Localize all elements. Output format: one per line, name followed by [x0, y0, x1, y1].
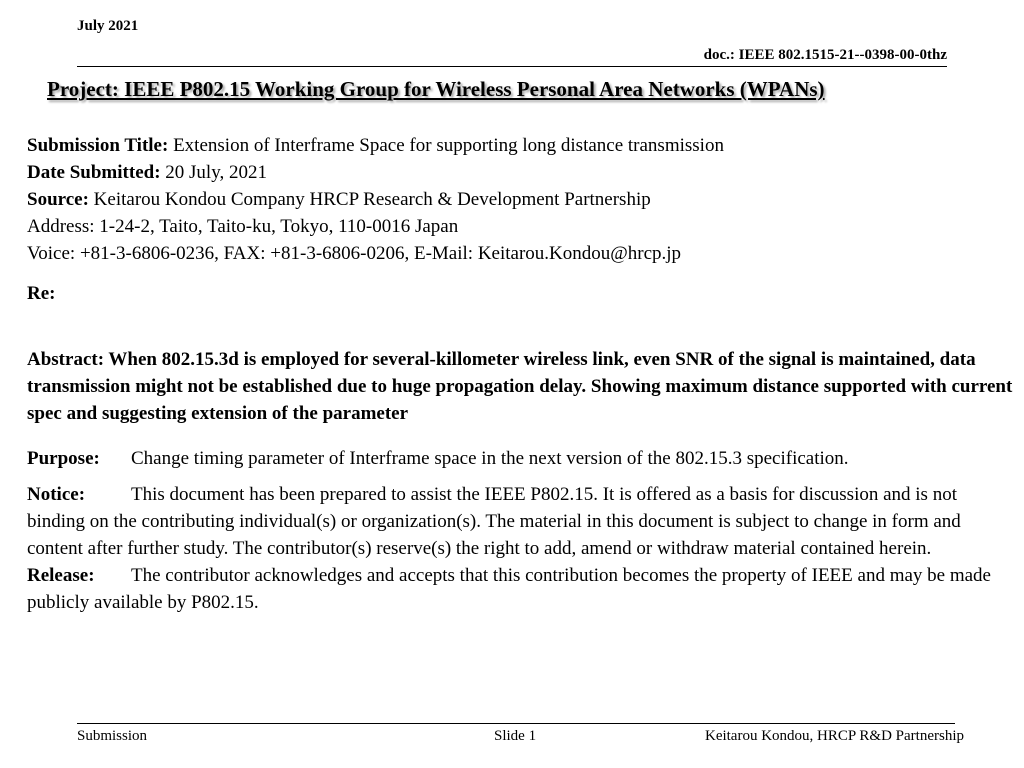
source-row	[27, 186, 1017, 213]
footer-submission: Submission	[77, 728, 148, 744]
date-submitted-value: 20 July, 2021	[165, 162, 267, 183]
footer-slide-number: Slide 1	[494, 728, 537, 744]
purpose-label: Purpose:	[27, 448, 100, 469]
submission-title-label: Submission Title:	[27, 135, 169, 156]
submission-metadata	[27, 132, 1017, 267]
header-date: July 2021	[77, 18, 139, 34]
notice-paragraph	[27, 481, 1017, 562]
release-text: The contributor acknowledges and accepts that this contribution becomes the property of IEEE and may be made publicly available by P802.15.	[27, 565, 991, 613]
footer-divider	[77, 723, 955, 724]
project-title: Project: IEEE P802.15 Working Group for Wireless Personal Area Networks (WPANs)	[47, 77, 825, 101]
footer-author: Keitarou Kondou, HRCP R&D Partnership	[704, 728, 964, 744]
submission-title-row	[27, 132, 1017, 159]
abstract-text: Abstract: When 802.15.3d is employed for several-killometer wireless link, even SNR of the signal is maintained, data transmission might not be established due to huge propagation delay. Showing maximum distance supported with current spec and suggesting extension of the parameter	[27, 349, 1013, 424]
contact-row: Voice: +81-3-6806-0236, FAX: +81-3-6806-0206, E-Mail: Keitarou.Kondou@hrcp.jp	[27, 243, 682, 264]
source-label: Source:	[27, 189, 89, 210]
address-row: Address: 1-24-2, Taito, Taito-ku, Tokyo, 110-0016 Japan	[27, 216, 459, 237]
document-id: doc.: IEEE 802.1515-21--0398-00-0thz	[703, 47, 947, 63]
release-paragraph	[27, 562, 1017, 616]
notice-text: This document has been prepared to assist the IEEE P802.15. It is offered as a basis for discussion and is not binding on the contributing individual(s) or organization(s). The material in this document is subject to change in form and content after further study. The contributor(s) reserve(s) the right to add, amend or withdraw material contained herein.	[27, 484, 961, 559]
re-label: Re:	[27, 283, 56, 304]
notice-section	[27, 481, 1017, 616]
submission-title-value: Extension of Interframe Space for supporting long distance transmission	[173, 135, 724, 156]
release-label: Release:	[27, 565, 95, 586]
header-divider	[77, 66, 947, 67]
date-submitted-label: Date Submitted:	[27, 162, 161, 183]
notice-label: Notice:	[27, 484, 86, 505]
source-value: Keitarou Kondou Company HRCP Research & Development Partnership	[93, 189, 651, 210]
purpose-section	[27, 445, 1017, 472]
date-submitted-row	[27, 159, 1017, 186]
purpose-text: Change timing parameter of Interframe space in the next version of the 802.15.3 specification.	[131, 448, 849, 469]
